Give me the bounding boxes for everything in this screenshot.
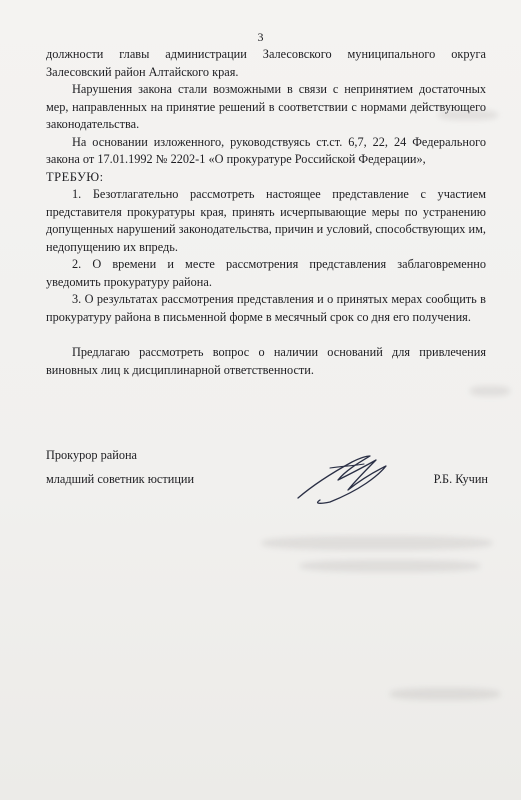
document-body xyxy=(46,46,486,379)
requirement-3: 3. О результатах рассмотрения представления и о принятых мерах сообщить в прокуратуру района в письменной форме в месячный срок со дня его получения. xyxy=(46,292,486,324)
demand-heading: ТРЕБУЮ: xyxy=(46,169,104,184)
signer-rank: младший советник юстиции xyxy=(46,472,195,486)
bleed-through-mark xyxy=(470,386,510,396)
bleed-through-mark xyxy=(262,536,492,550)
paragraph-violations: Нарушения закона стали возможными в связи с непринятием достаточных мер, направленных на принятие решений в соответствии с нормами действующего законодательства. xyxy=(46,82,486,131)
paragraph-continuation: должности главы администрации Залесовского муниципального округа Залесовский район Алтайского края. xyxy=(46,47,486,79)
requirement-2: 2. О времени и месте рассмотрения представления заблаговременно уведомить прокуратуру района. xyxy=(46,257,486,289)
bleed-through-mark xyxy=(300,560,480,572)
bleed-through-mark xyxy=(438,110,498,120)
requirement-1: 1. Безотлагательно рассмотреть настоящее представление с участием представителя прокуратуры края, принять исчерпывающие меры по устранению допущенных нарушений законодательства, причин и условий, способствующих им, недопущению их впредь. xyxy=(46,187,486,254)
paragraph-legal-basis: На основании изложенного, руководствуясь ст.ст. 6,7, 22, 24 Федерального закона от 17.01.1992 № 2202-1 «О прокуратуре Российской Федерации», xyxy=(46,134,486,166)
paragraph-proposal: Предлагаю рассмотреть вопрос о наличии оснований для привлечения виновных лиц к дисциплинарной ответственности. xyxy=(46,345,486,377)
handwritten-signature xyxy=(290,446,400,508)
bleed-through-mark xyxy=(390,688,500,700)
page-number: 3 xyxy=(257,30,264,44)
signer-name: Р.Б. Кучин xyxy=(433,472,488,486)
signer-position: Прокурор района xyxy=(46,448,138,462)
